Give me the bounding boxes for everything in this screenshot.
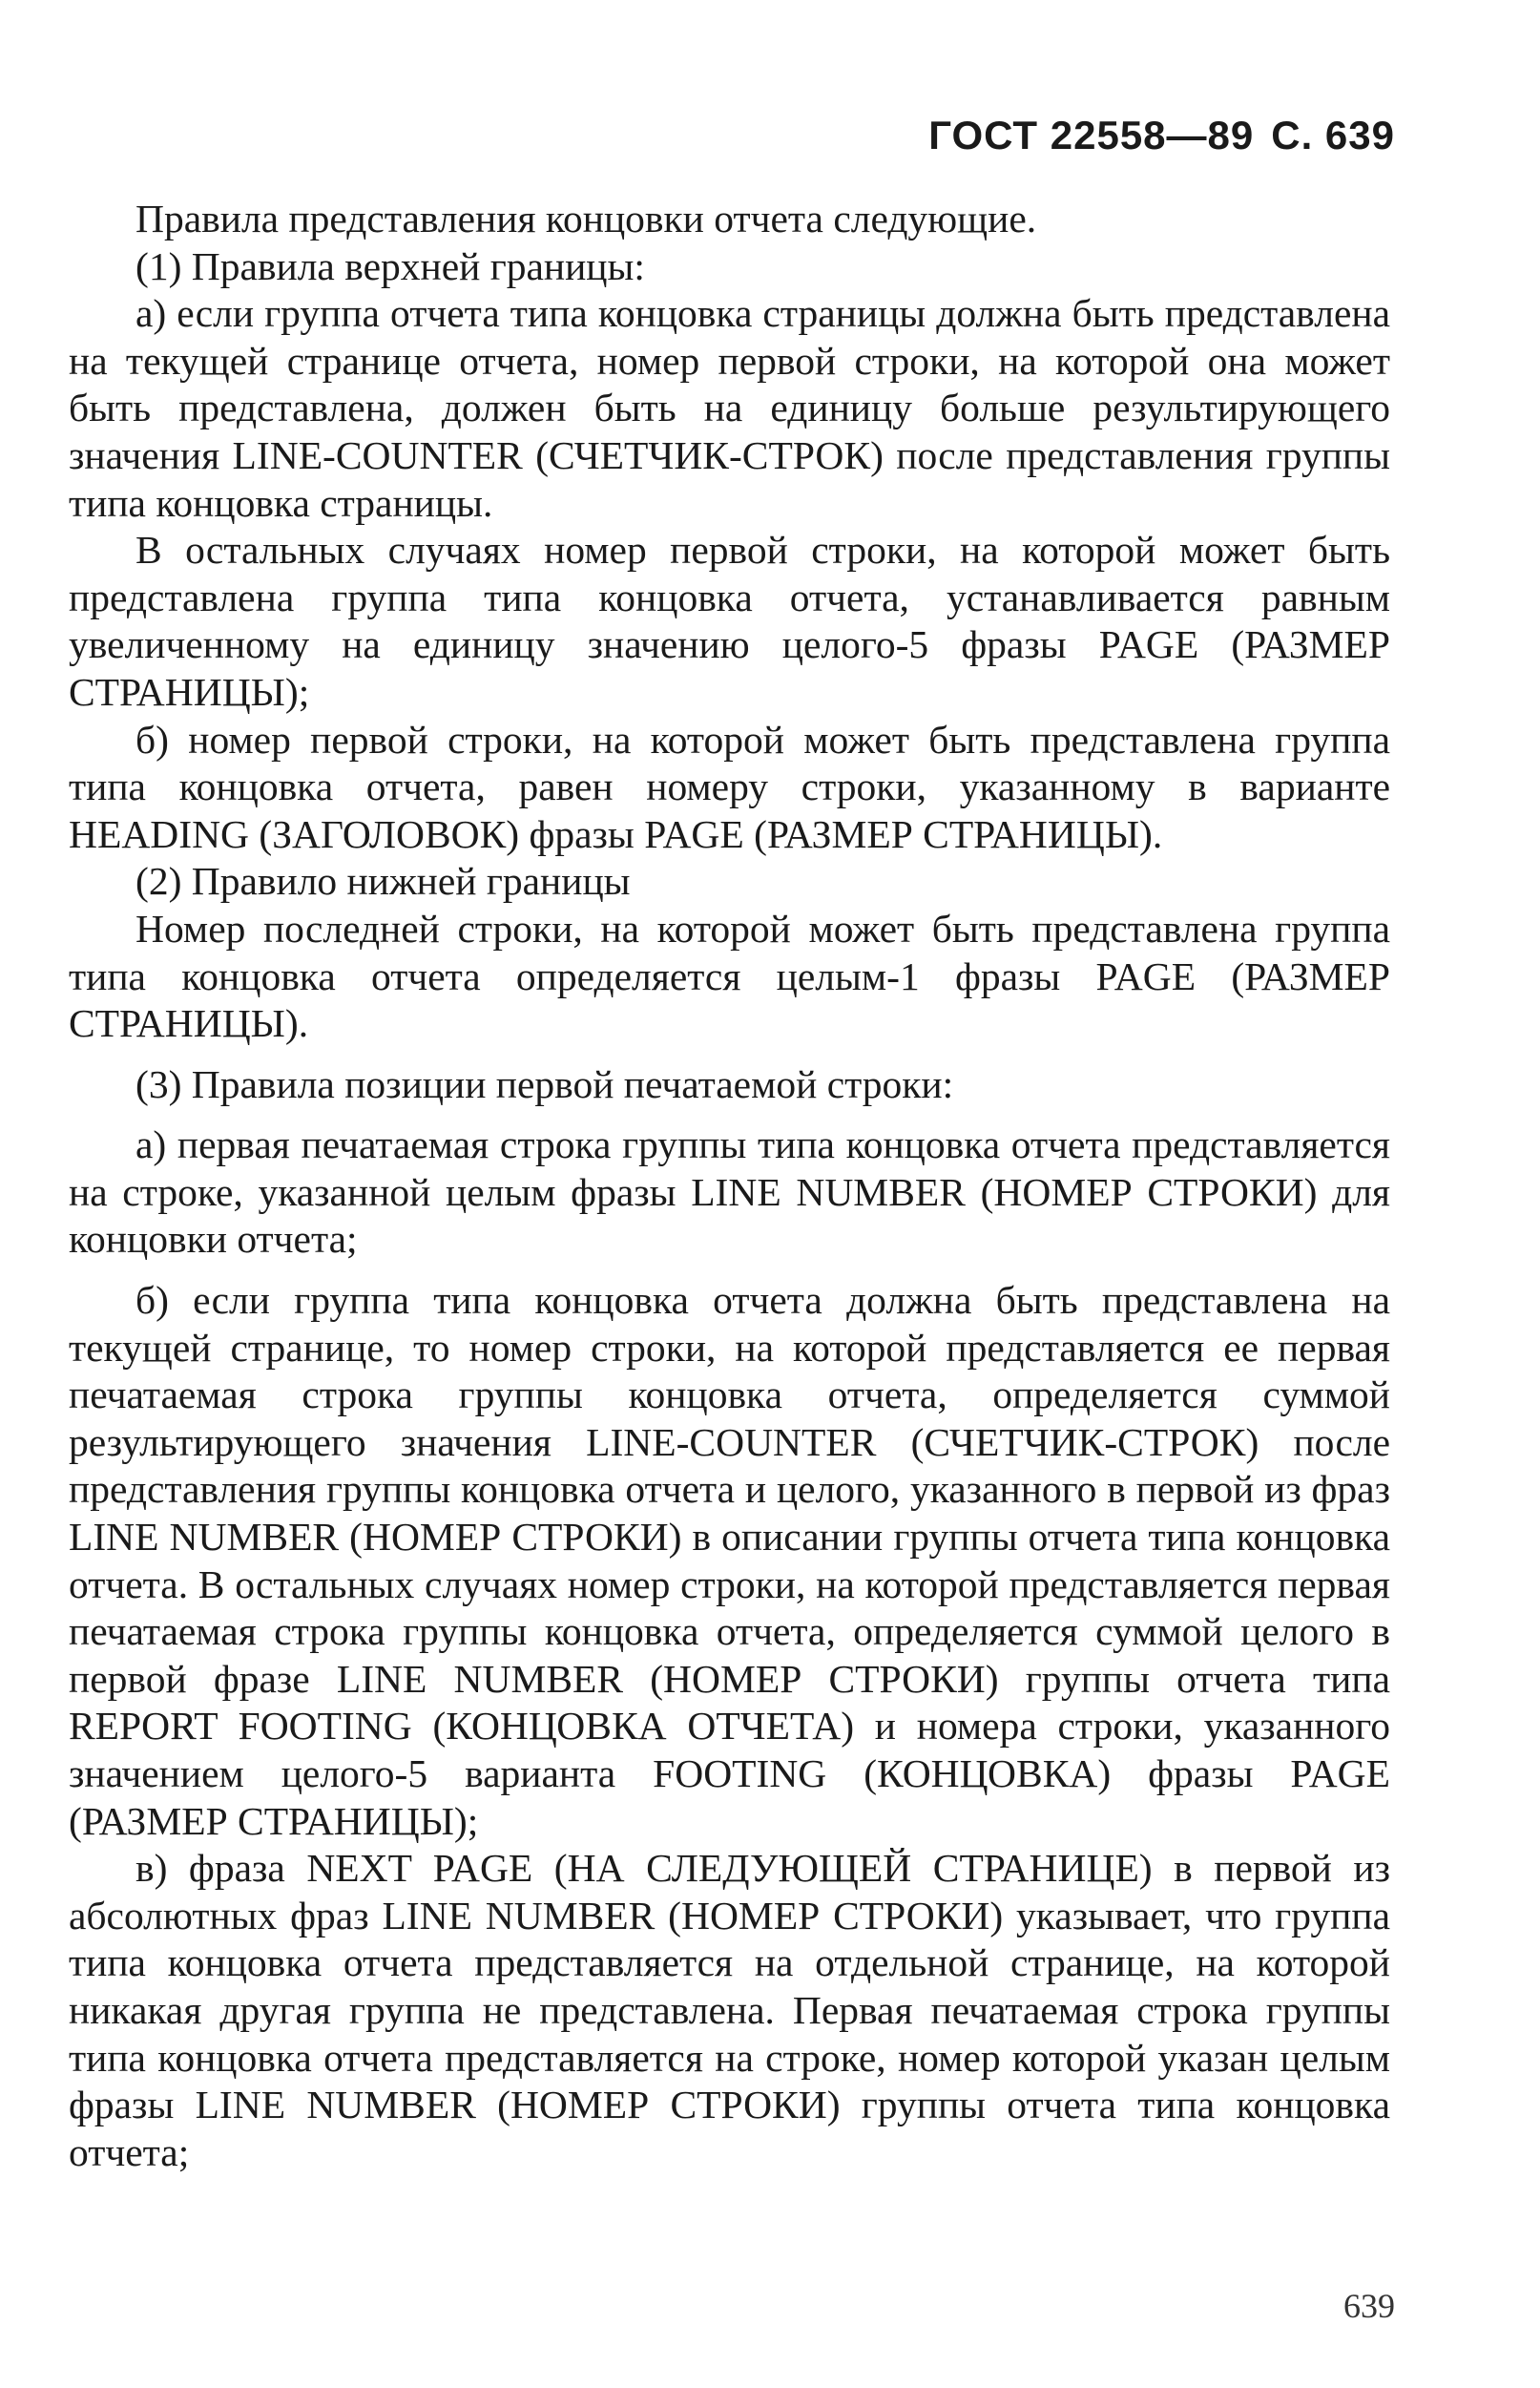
standard-number: ГОСТ 22558—89 (928, 113, 1255, 157)
page-number-footer: 639 (1343, 2287, 1395, 2325)
paragraph-first-line-a: а) первая печатаемая строка группы типа концовка отчета представляется на строке, указанной целым фразы LINE NUMBER (НОМЕР СТРОКИ) для концовки отчета; (69, 1122, 1390, 1262)
paragraph-upper-bound-a: а) если группа отчета типа концовка страницы должна быть представлена на текущей странице отчета, номер первой строки, на которой она может быть представлена, должен быть на единицу больше результирующего значения LINE-COUNTER (СЧЕТЧИК-СТРОК) после представления группы типа концовка страницы. (69, 291, 1390, 525)
paragraph-upper-bound-otherwise: В остальных случаях номер первой строки, на которой может быть представлена группа типа концовка отчета, устанавливается равным увеличенному на единицу значению целого-5 фразы PAGE (РАЗМЕР СТРАНИЦЫ); (69, 528, 1390, 714)
paragraph-first-line-heading: (3) Правила позиции первой печатаемой строки: (135, 1061, 954, 1106)
page-header (928, 113, 1395, 158)
paragraph-lower-bound-text: Номер последней строки, на которой может быть представлена группа типа концовка отчета определяется целым-1 фразы PAGE (РАЗМЕР СТРАНИЦЫ). (69, 906, 1390, 1046)
header-page-number: С. 639 (1271, 113, 1395, 157)
paragraph-intro: Правила представления концовки отчета следующие. (135, 197, 1037, 241)
paragraph-first-line-b: б) если группа типа концовка отчета должна быть представлена на текущей странице, то номер строки, на которой представляется ее первая печатаемая строка группы концовка отчета, определяется суммой результирующего значения LINE-COUNTER (СЧЕТЧИК-СТРОК) после представления группы концовка отчета и целого, указанного в первой из фраз LINE NUMBER (НОМЕР СТРОКИ) в описании группы отчета типа концовка отчета. В остальных случаях номер строки, на которой представляется первая печатаемая строка группы концовка отчета, определяется суммой целого в первой фразе LINE NUMBER (НОМЕР СТРОКИ) группы отчета типа REPORT FOOTING (КОНЦОВКА ОТЧЕТА) и номера строки, указанного значением целого-5 варианта FOOTING (КОНЦОВКА) фразы PAGE (РАЗМЕР СТРАНИЦЫ); (69, 1278, 1390, 1843)
body-text (69, 196, 1390, 2176)
paragraph-lower-bound-heading: (2) Правило нижней границы (135, 859, 631, 904)
paragraph-first-line-c: в) фраза NEXT PAGE (НА СЛЕДУЮЩЕЙ СТРАНИЦЕ) в первой из абсолютных фраз LINE NUMBER (НОМЕР СТРОКИ) указывает, что группа типа концовка отчета представляется на отдельной странице, на которой никакая другая группа не представлена. Первая печатаемая строка группы типа концовка отчета представляется на строке, номер которой указан целым фразы LINE NUMBER (НОМЕР СТРОКИ) группы отчета типа концовка отчета; (69, 1846, 1390, 2174)
paragraph-upper-bound-b: б) номер первой строки, на которой может быть представлена группа типа концовка отчета, равен номеру строки, указанному в варианте HEADING (ЗАГОЛОВОК) фразы PAGE (РАЗМЕР СТРАНИЦЫ). (69, 717, 1390, 856)
paragraph-upper-bound-heading: (1) Правила верхней границы: (135, 243, 645, 288)
